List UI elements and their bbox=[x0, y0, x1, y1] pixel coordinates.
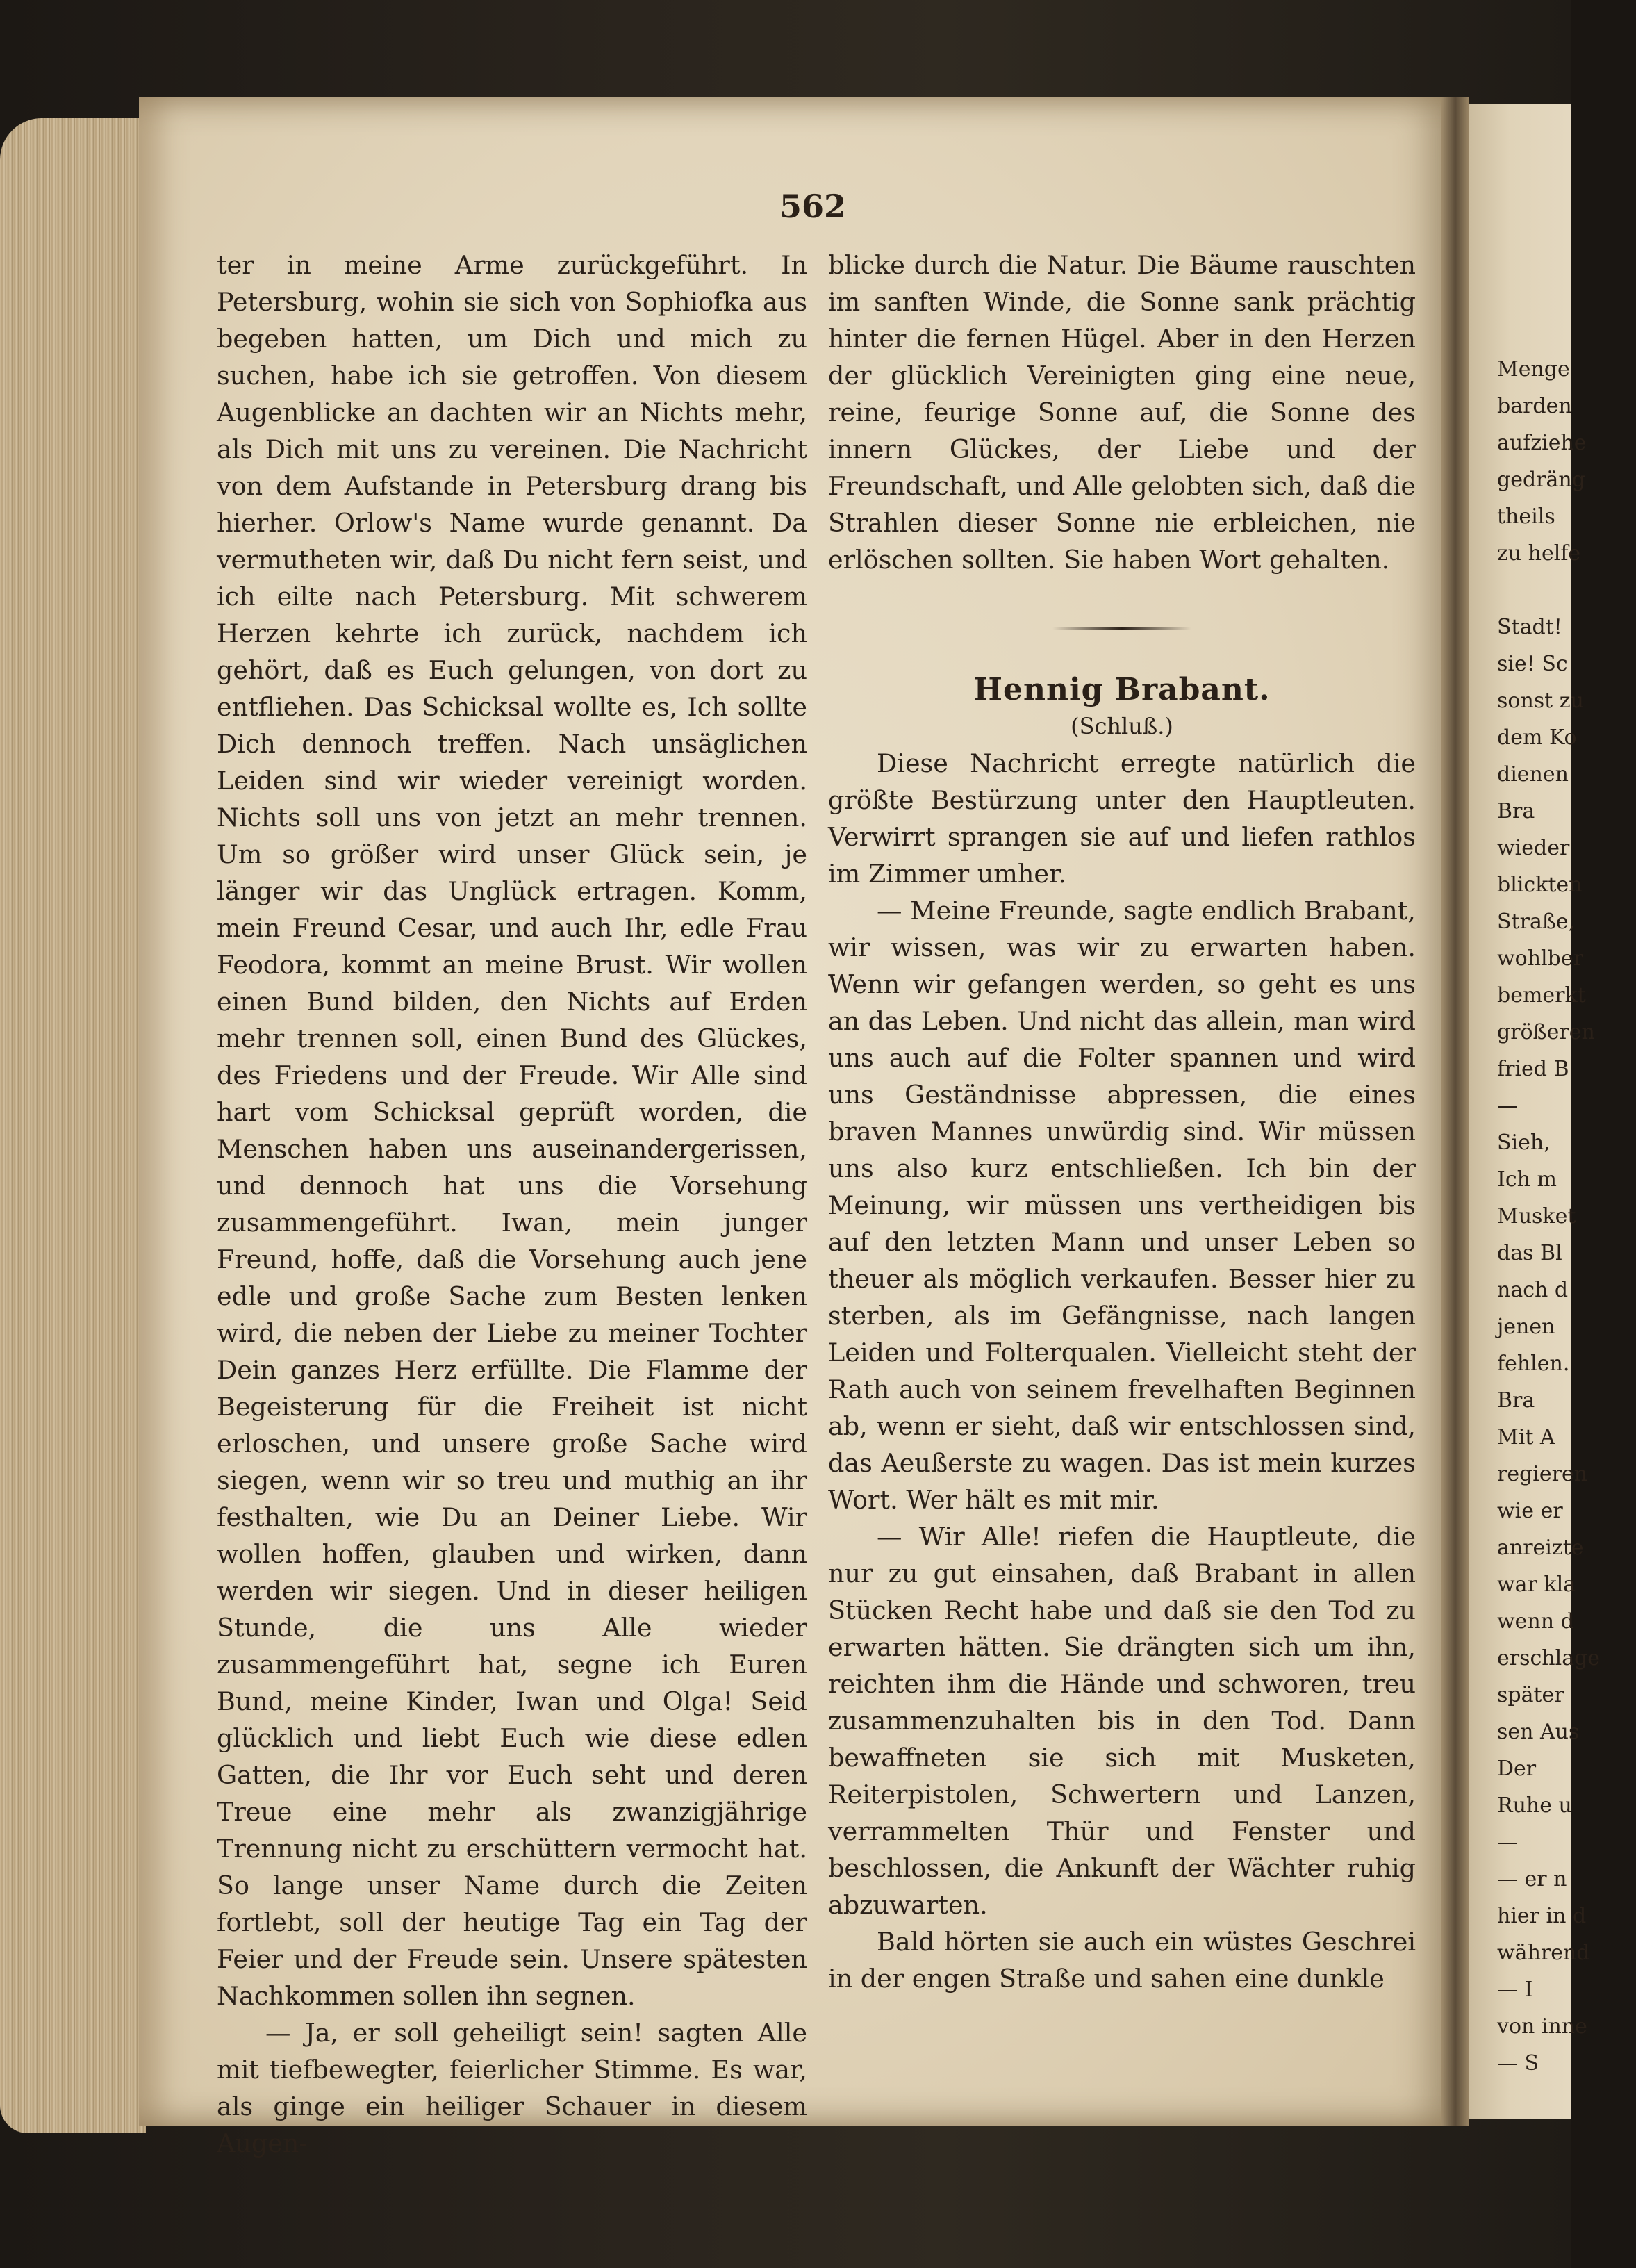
article-title: Hennig Brabant. bbox=[973, 672, 1271, 707]
left-column bbox=[217, 247, 807, 2162]
next-page-line: sonst zu bbox=[1497, 689, 1584, 713]
next-page-fragments bbox=[1497, 351, 1636, 2082]
next-page-line: erschlage bbox=[1497, 1646, 1601, 1670]
next-page-line: aufziehe bbox=[1497, 431, 1587, 455]
right-paragraph-1: blicke durch die Natur. Die Bäume rauschten im sanften Winde, die Sonne sank prächtig hinter die fernen Hügel. Aber in den Herzen der glücklich Vereinigten ging eine neue, reine, feurige Sonne auf, die Sonne des innern Glückes, der Liebe und der Freundschaft, und Alle gelobten sich, daß die Strahlen dieser Sonne nie erbleichen, nie erlöschen sollten. Sie haben Wort gehalten. bbox=[828, 250, 1416, 575]
next-page-line: — I bbox=[1497, 1978, 1533, 2002]
next-page-line: anreizte bbox=[1497, 1536, 1584, 1560]
next-page-line: größeren bbox=[1497, 1020, 1595, 1044]
next-page-edge bbox=[1469, 104, 1601, 2119]
next-page-line: blickten bbox=[1497, 873, 1583, 897]
next-page-line: dienen bbox=[1497, 762, 1569, 787]
next-page-line: zu helfe bbox=[1497, 541, 1581, 566]
right-column bbox=[828, 247, 1416, 1997]
next-page-line bbox=[1497, 572, 1636, 609]
next-page-line: gedräng bbox=[1497, 468, 1585, 492]
next-page-line: Musket bbox=[1497, 1204, 1576, 1228]
next-page-line: — bbox=[1497, 1830, 1518, 1855]
next-page-line: Stadt! bbox=[1497, 615, 1562, 639]
right-paragraph-4: — Wir Alle! riefen die Hauptleute, die nur zu gut einsahen, daß Brabant in allen Stücken Recht habe und daß sie den Tod zu erwarten hätten. Sie drängten sich um ihn, reichten ihm die Hände und schworen, treu zusammenzuhalten bis in den Tod. Dann bewaffneten sie sich mit Musketen, Reiterpistolen, Schwertern und Lanzen, verrammelten Thür und Fenster und beschlossen, die Ankunft der Wächter ruhig abzuwarten. bbox=[828, 1522, 1416, 1920]
next-page-line: — bbox=[1497, 1094, 1518, 1118]
next-page-line: Der bbox=[1497, 1757, 1537, 1781]
next-page-line: theils bbox=[1497, 504, 1555, 529]
section-divider bbox=[1052, 627, 1191, 630]
next-page-line: war kla bbox=[1497, 1572, 1576, 1597]
next-page-line: bemerkt bbox=[1497, 983, 1586, 1008]
next-page-line: sie! Sc bbox=[1497, 652, 1568, 676]
next-page-line: barden bbox=[1497, 394, 1572, 418]
next-page-line: später bbox=[1497, 1683, 1564, 1707]
next-page-line: — S bbox=[1497, 2051, 1539, 2076]
right-paragraph-5: Bald hörten sie auch ein wüstes Geschrei in der engen Straße und sahen eine dunkle bbox=[828, 1927, 1416, 1994]
next-page-line: wenn d bbox=[1497, 1609, 1574, 1634]
left-paragraph-1: ter in meine Arme zurückgeführt. In Petersburg, wohin sie sich von Sophiofka aus begeben hatten, um Dich und mich zu suchen, habe ich sie getroffen. Von diesem Augenblicke an dachten wir an Nichts mehr, als Dich mit uns zu vereinen. Die Nachricht von dem Aufstande in Petersburg drang bis hierher. Orlow's Name wurde genannt. Da vermutheten wir, daß Du nicht fern seist, und ich eilte nach Petersburg. Mit schwerem Herzen kehrte ich zurück, nachdem ich gehört, daß es Euch gelungen, von dort zu entfliehen. Das Schicksal wollte es, Ich sollte Dich dennoch treffen. Nach unsäglichen Leiden sind wir wieder vereinigt worden. Nichts soll uns von jetzt an mehr trennen. Um so größer wird unser Glück sein, je länger wir das Unglück ertragen. Komm, mein Freund Cesar, und auch Ihr, edle Frau Feodora, kommt an meine Brust. Wir wollen einen Bund bilden, den Nichts auf Erden mehr trennen soll, einen Bund des Glückes, des Friedens und der Freude. Wir Alle sind hart vom Schicksal geprüft worden, die Menschen haben uns auseinandergerissen, und dennoch hat uns die Vorsehung zusammengeführt. Iwan, mein junger Freund, hoffe, daß die Vorsehung auch jene edle und große Sache zum Besten lenken wird, die neben der Liebe zu meiner Tochter Dein ganzes Herz erfüllte. Die Flamme der Begeisterung für die Freiheit ist nicht erloschen, und unsere große Sache wird siegen, wenn wir so treu und muthig an ihr festhalten, wie Du an Deiner Liebe. Wir wollen hoffen, glauben und wirken, dann werden wir siegen. Und in dieser heiligen Stunde, die uns Alle wieder zusammengeführt hat, segne ich Euren Bund, meine Kinder, Iwan und Olga! Seid glücklich und liebt Euch wie diese edlen Gatten, die Ihr vor Euch seht und deren Treue eine mehr als zwanzigjährige Trennung nicht zu erschüttern vermocht hat. So lange unser Name durch die Zeiten fortlebt, soll der heutige Tag ein Tag der Feier und der Freude sein. Unsere spätesten Nachkommen sollen ihn segnen. bbox=[217, 250, 807, 2011]
next-page-line: Bra bbox=[1497, 799, 1535, 823]
next-page-line: von inne bbox=[1497, 2014, 1587, 2039]
next-page-line: Straße, bbox=[1497, 910, 1576, 934]
next-page-line: sen Aus bbox=[1497, 1720, 1580, 1744]
left-paragraph-2: — Ja, er soll geheiligt sein! sagten Alle mit tiefbewegter, feierlicher Stimme. Es war, als ginge ein heiliger Schauer in diesem Augen- bbox=[217, 2018, 807, 2158]
next-page-line: dem Ko bbox=[1497, 725, 1577, 750]
next-page-line: Ruhe u bbox=[1497, 1793, 1572, 1818]
next-page-line: Menge bbox=[1497, 357, 1570, 381]
right-paragraph-2: Diese Nachricht erregte natürlich die größte Bestürzung unter den Hauptleuten. Verwirrt sprangen sie auf und liefen rathlos im Zimmer umher. bbox=[828, 748, 1416, 889]
next-page-line: Ich m bbox=[1497, 1167, 1557, 1192]
next-page-line: nach d bbox=[1497, 1278, 1569, 1302]
next-page-line: — er n bbox=[1497, 1867, 1567, 1891]
next-page-line: fehlen. bbox=[1497, 1351, 1570, 1376]
next-page-line: jenen bbox=[1497, 1315, 1555, 1339]
next-page-line: das Bl bbox=[1497, 1241, 1562, 1265]
next-page-line: während bbox=[1497, 1941, 1590, 1965]
next-page-line: wieder bbox=[1497, 836, 1570, 860]
next-page-line: regieren bbox=[1497, 1462, 1588, 1486]
page-number: 562 bbox=[779, 188, 847, 225]
right-paragraph-3: — Meine Freunde, sagte endlich Brabant, wir wissen, was wir zu erwarten haben. Wenn wir gefangen werden, so geht es uns an das Leben. Und nicht das allein, man wird uns auch auf die Folter spannen und wird uns Geständnisse abpressen, die eines braven Mannes unwürdig sind. Wir müssen uns also kurz entschließen. Ich bin der Meinung, wir müssen uns vertheidigen bis auf den letzten Mann und unser Leben so theuer als möglich verkaufen. Besser hier zu sterben, als im Gefängnisse, nach langen Leiden und Folterqualen. Vielleicht steht der Rath auch von seinem frevelhaften Beginnen ab, wenn er sieht, daß wir entschlossen sind, das Aeußerste zu wagen. Das ist mein kurzes Wort. Wer hält es mit mir. bbox=[828, 896, 1416, 1515]
next-page-line: Sieh, bbox=[1497, 1131, 1551, 1155]
next-page-line: Mit A bbox=[1497, 1425, 1555, 1449]
page-block-edge bbox=[0, 118, 146, 2133]
next-page-line: wie er bbox=[1497, 1499, 1563, 1523]
next-page-line: Bra bbox=[1497, 1388, 1535, 1413]
article-subtitle: (Schluß.) bbox=[1071, 713, 1173, 739]
book-gutter bbox=[1441, 97, 1469, 2126]
next-page-line: wohlber bbox=[1497, 946, 1583, 971]
next-page-line: fried B bbox=[1497, 1057, 1569, 1081]
next-page-line: hier in d bbox=[1497, 1904, 1587, 1928]
